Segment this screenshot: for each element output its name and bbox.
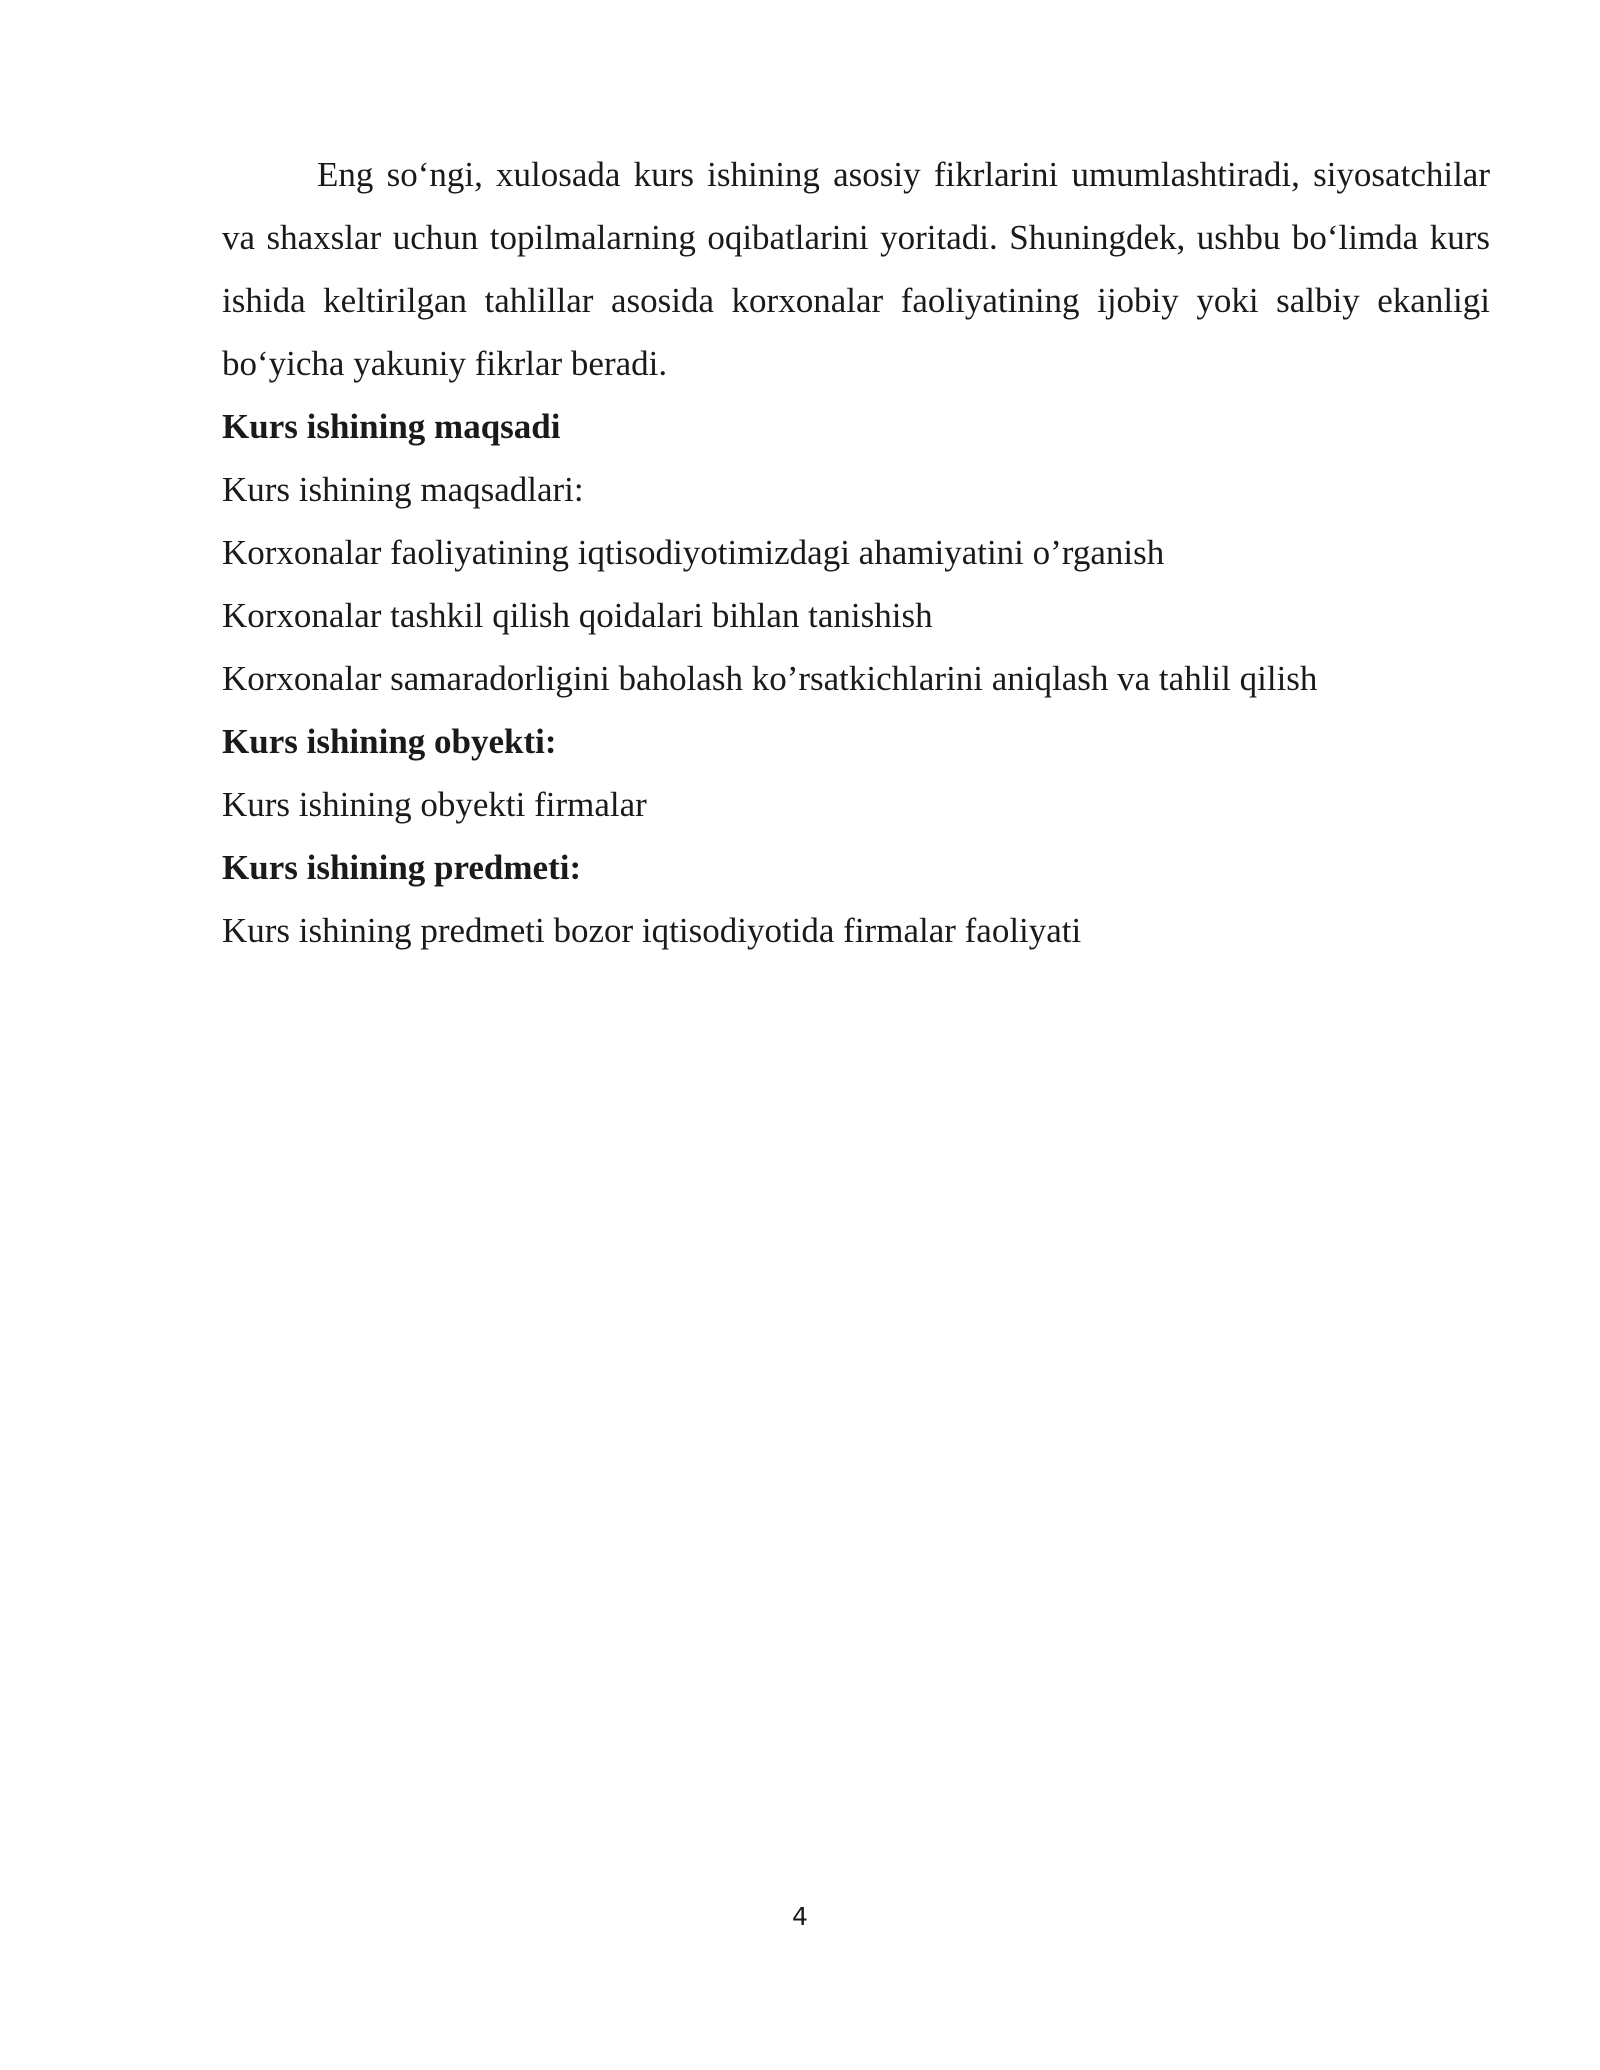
goal-item: Korxonalar samaradorligini baholash ko’rsatkichlarini aniqlash va tahlil qilish [222, 659, 1318, 698]
heading-goal: Kurs ishining maqsadi [222, 407, 561, 446]
object-text: Kurs ishining obyekti firmalar [222, 785, 647, 824]
page-number: 4 [792, 1902, 808, 1931]
heading-subject: Kurs ishining predmeti: [222, 848, 582, 887]
intro-paragraph: Eng so‘ngi, xulosada kurs ishining asosiy fikrlarini umumlashtiradi, siyosatchilar va shaxslar uchun topilmalarning oqibatlarini yoritadi. Shuningdek, ushbu bo‘limda kurs ishida keltirilgan tahlillar asosida korxonalar faoliyatining ijobiy yoki salbiy ekanligi bo‘yicha yakuniy fikrlar beradi. [222, 155, 1490, 383]
subject-text: Kurs ishining predmeti bozor iqtisodiyotida firmalar faoliyati [222, 911, 1082, 950]
heading-object: Kurs ishining obyekti: [222, 722, 557, 761]
goals-intro: Kurs ishining maqsadlari: [222, 470, 584, 509]
page-body [222, 143, 1490, 962]
goal-item: Korxonalar tashkil qilish qoidalari bihlan tanishish [222, 596, 933, 635]
goal-item: Korxonalar faoliyatining iqtisodiyotimizdagi ahamiyatini o’rganish [222, 533, 1165, 572]
